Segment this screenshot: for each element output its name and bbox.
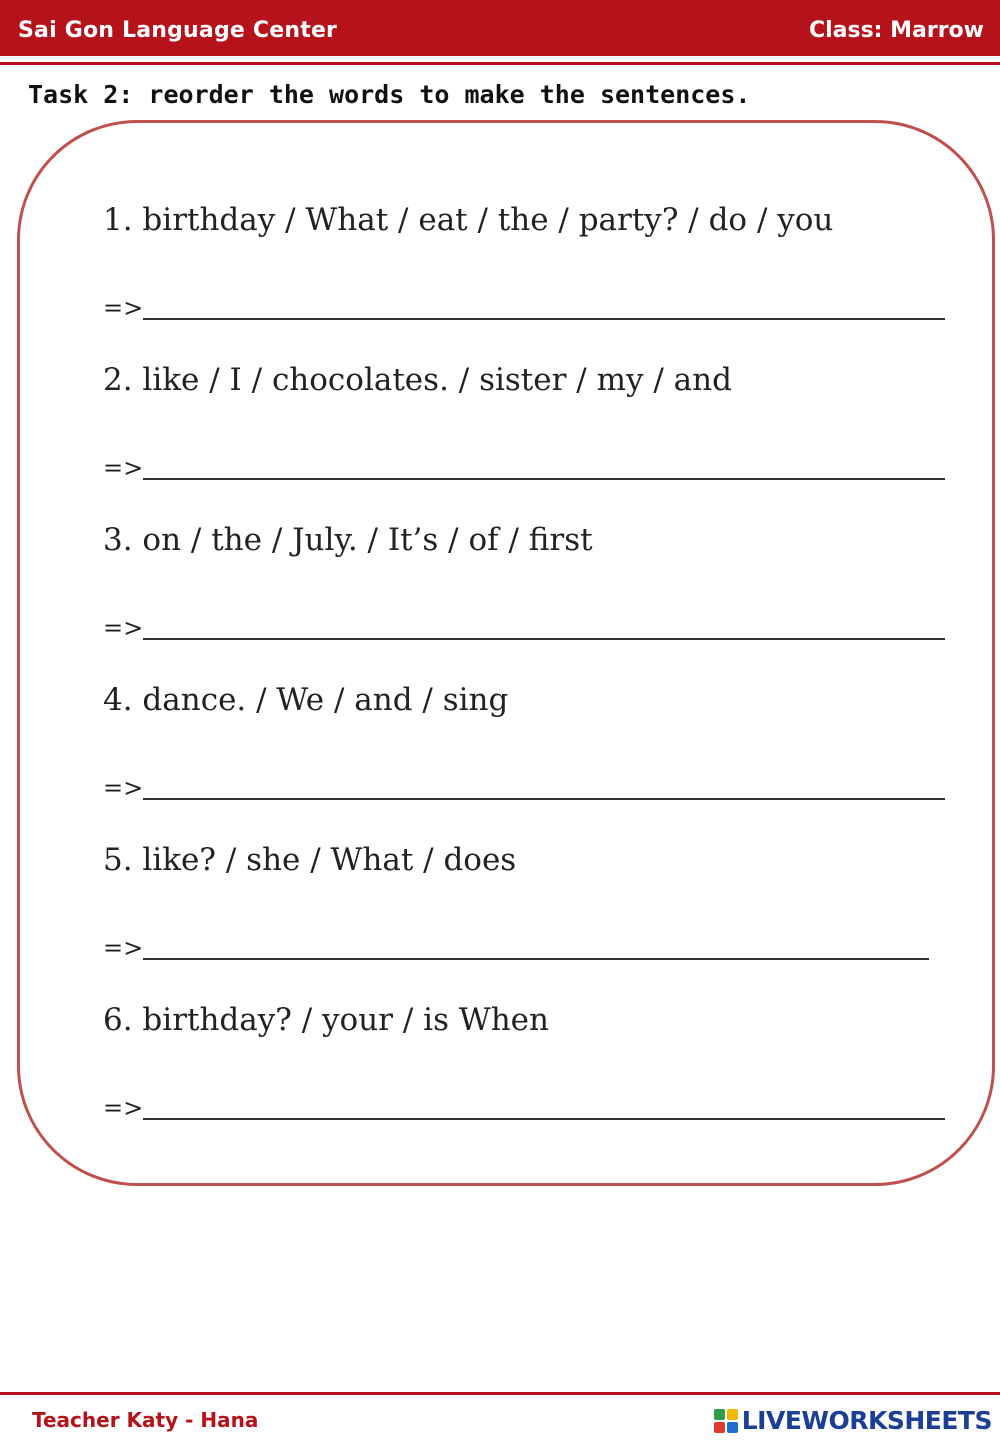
liveworksheets-logo-icon [714,1409,738,1433]
answer-row-4[interactable] [103,766,945,800]
class-label: Class: Marrow [808,18,984,43]
answer-row-5[interactable] [103,926,929,960]
question-6: 6. birthday? / your / is When [103,1002,549,1038]
answer-input-3[interactable] [143,608,945,640]
answer-prefix: => [103,614,144,642]
header-divider [0,62,1000,65]
answer-input-6[interactable] [143,1088,945,1120]
question-3: 3. on / the / July. / It’s / of / first [103,522,593,558]
brand-logo [714,1406,992,1435]
answer-row-2[interactable] [103,446,945,480]
answer-row-1[interactable] [103,286,945,320]
answer-prefix: => [103,774,144,802]
answer-input-5[interactable] [143,928,929,960]
question-2: 2. like / I / chocolates. / sister / my / and [103,362,732,398]
question-1: 1. birthday / What / eat / the / party? / do / you [103,202,834,238]
answer-input-2[interactable] [143,448,945,480]
task-title: Task 2: reorder the words to make the sentences. [28,80,751,109]
answer-prefix: => [103,294,144,322]
footer-divider [0,1392,1000,1395]
answer-input-1[interactable] [143,288,945,320]
teacher-name: Teacher Katy - Hana [32,1408,259,1432]
center-name: Sai Gon Language Center [18,18,338,43]
answer-prefix: => [103,934,144,962]
answer-row-6[interactable] [103,1086,945,1120]
question-5: 5. like? / she / What / does [103,842,517,878]
answer-prefix: => [103,454,144,482]
brand-name: LIVEWORKSHEETS [741,1406,992,1435]
question-4: 4. dance. / We / and / sing [103,682,509,718]
answer-prefix: => [103,1094,144,1122]
answer-row-3[interactable] [103,606,945,640]
answer-input-4[interactable] [143,768,945,800]
